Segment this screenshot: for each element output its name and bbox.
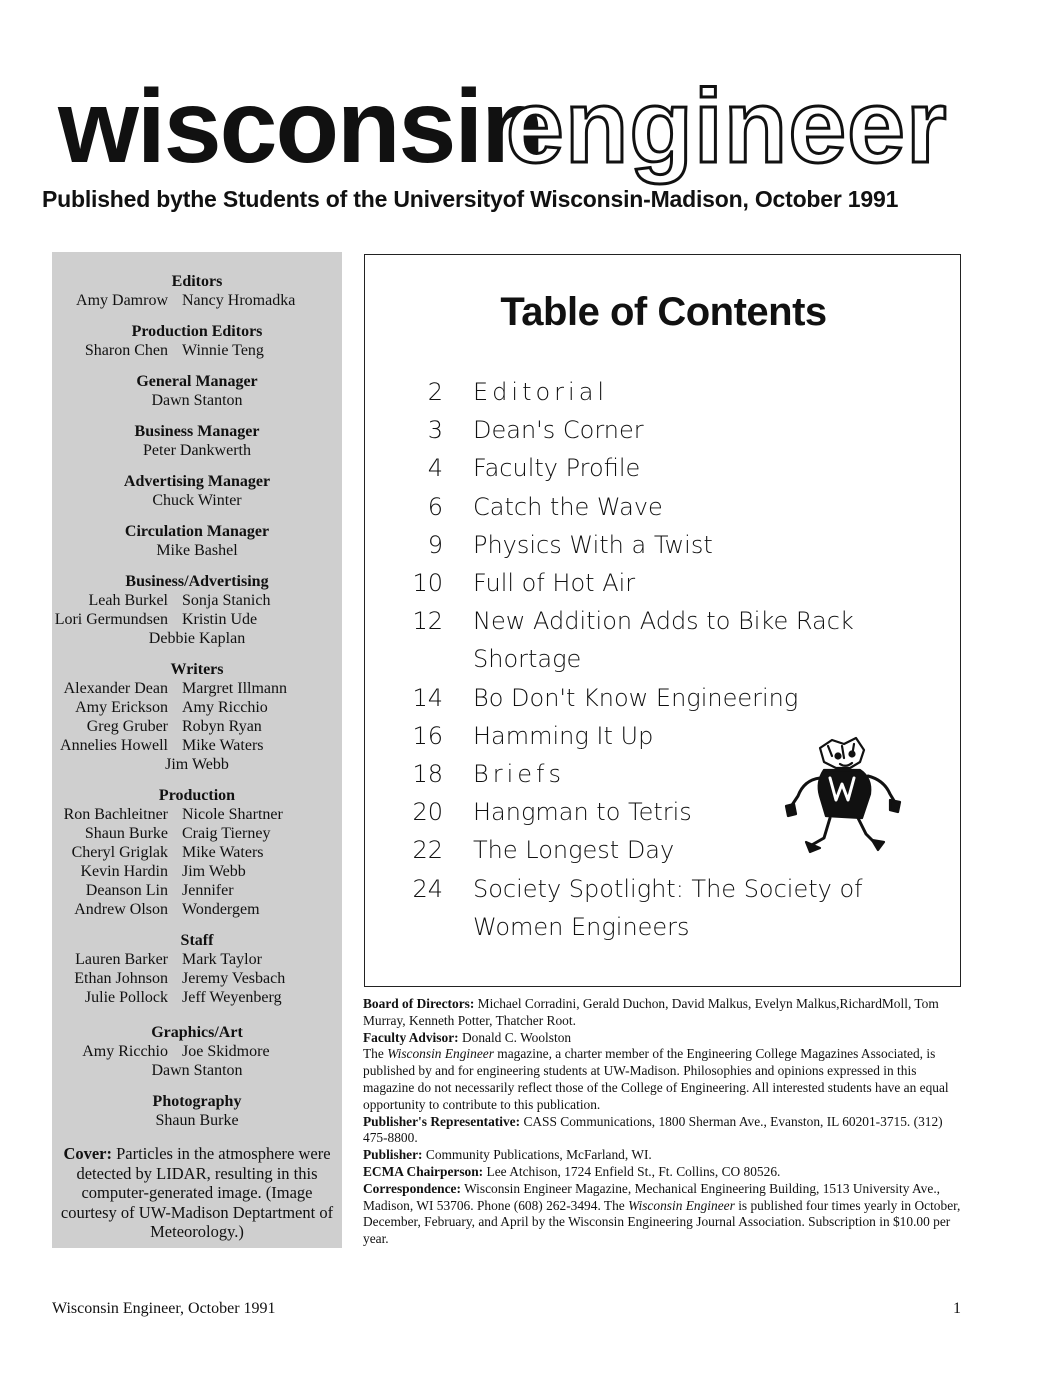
staff-row: [52, 698, 342, 717]
staff-name: Dawn Stanton: [151, 392, 243, 409]
toc-page-number: 14: [412, 683, 443, 712]
staff-name: Amy Erickson: [75, 699, 168, 716]
staff-name: Amy Ricchio: [82, 1043, 168, 1060]
staff-row: [52, 969, 342, 988]
staff-row: [52, 843, 342, 862]
faculty-advisor: [363, 1030, 963, 1047]
staff-heading: General Manager: [136, 373, 258, 390]
staff-row: [52, 824, 342, 843]
staff-heading: Circulation Manager: [124, 523, 270, 540]
staff-name: Ron Bachleitner: [63, 806, 168, 823]
staff-group-photography: [52, 1092, 342, 1130]
staff-row: [52, 900, 342, 919]
staff-name: Deanson Lin: [85, 882, 168, 899]
staff-name: Ethan Johnson: [74, 970, 168, 987]
staff-row: [52, 291, 342, 310]
staff-name: Margret Illmann: [182, 680, 288, 697]
staff-row: [52, 988, 342, 1007]
staff-heading: Writers: [170, 661, 224, 678]
staff-name: Sonja Stanich: [182, 592, 271, 609]
toc-title: Table of Contents: [500, 290, 827, 334]
staff-heading: Advertising Manager: [123, 473, 271, 490]
staff-group-business-advertising: [52, 572, 342, 648]
staff-row: [52, 591, 342, 610]
toc-article-title: Full of Hot Air: [473, 569, 636, 598]
staff-name: Lauren Barker: [75, 951, 168, 968]
toc-article-title: Catch the Wave: [473, 492, 663, 521]
staff-name: Chuck Winter: [152, 492, 242, 509]
toc-article-title: New Addition Adds to Bike Rack Shortage: [473, 607, 854, 674]
masthead-wisconsin: wisconsin: [58, 69, 543, 185]
footer-page-number: 1: [953, 1300, 961, 1317]
toc-article-title: Editorial: [473, 378, 609, 406]
toc-page-number: 20: [412, 798, 443, 827]
staff-group-advertising-manager: [52, 472, 342, 510]
corr-label: Correspondence:: [363, 1180, 461, 1196]
corr-magazine-name: Wisconsin Engineer: [628, 1197, 735, 1213]
staff-name: Leah Burkel: [88, 592, 168, 609]
staff-name: Robyn Ryan: [182, 718, 262, 735]
publishers-representative: [363, 1114, 963, 1148]
toc-article-title: The Longest Day: [473, 836, 675, 865]
board-text: Michael Corradini, Gerald Duchon, David Malkus, Evelyn Malkus,RichardMoll, Tom Murray, Kenneth Potter, Thatcher Root.: [363, 996, 939, 1028]
staff-name: Jennifer: [182, 882, 234, 899]
toc-article-title: Briefs: [473, 760, 565, 789]
masthead: [0, 69, 1043, 185]
rep-text: CASS Communications, 1800 Sherman Ave., Evanston, IL 60201-3715. (312) 475-8800.: [363, 1113, 943, 1146]
staff-name: Lori Germundsen: [54, 611, 168, 628]
staff-row: [52, 341, 342, 360]
staff-name: Amy Ricchio: [182, 699, 268, 716]
toc-item[interactable]: [405, 870, 945, 946]
toc-page-number: 24: [412, 874, 443, 903]
staff-row: [52, 881, 342, 900]
staff-group-circulation-manager: [52, 522, 342, 560]
staff-name: Jim Webb: [182, 863, 246, 880]
toc-article-title: Faculty Profile: [473, 454, 641, 483]
toc-page-number: 16: [412, 721, 443, 750]
staff-name: Mark Taylor: [182, 951, 262, 968]
staff-name: Amy Damrow: [76, 292, 168, 309]
cover-label: Cover:: [63, 1144, 112, 1163]
toc-item[interactable]: [405, 373, 945, 411]
staff-heading: Production: [158, 787, 236, 804]
toc-item[interactable]: [405, 449, 945, 487]
staff-name: Shaun Burke: [84, 825, 168, 842]
staff-name: Alexander Dean: [63, 680, 168, 697]
toc-article-title: Bo Don't Know Engineering: [473, 683, 799, 712]
toc-page-number: 9: [427, 530, 443, 559]
corr-text: Wisconsin Engineer Magazine, Mechanical Engineering Building, 1513 University Ave., Madison, WI 53706. Phone (608) 262-3494. The: [363, 1180, 941, 1213]
staff-name: Annelies Howell: [60, 737, 168, 754]
toc-item[interactable]: [405, 602, 945, 678]
staff-group-general-manager: [52, 372, 342, 410]
staff-group-graphics-art: [52, 1023, 342, 1080]
toc-page-number: 4: [427, 454, 443, 483]
staff-heading: Business/Advertising: [125, 573, 269, 590]
ecma-text: Lee Atchison, 1724 Enfield St., Ft. Collins, CO 80526.: [486, 1163, 781, 1179]
staff-row: [52, 950, 342, 969]
toc-page-number: 12: [412, 607, 443, 636]
toc-article-title: Hamming It Up: [473, 721, 654, 750]
about-text: [363, 1046, 963, 1113]
toc-item[interactable]: [405, 411, 945, 449]
toc-article-title: Physics With a Twist: [473, 530, 713, 559]
toc-page-number: 2: [427, 378, 443, 406]
toc-item[interactable]: [405, 679, 945, 717]
staff-row: [52, 736, 342, 755]
staff-name: Mike Bashel: [156, 542, 238, 559]
staff-heading: Production Editors: [131, 323, 263, 340]
publication-subtitle: Published bythe Students of the Universityof Wisconsin-Madison, October 1991: [42, 186, 899, 212]
staff-name: Peter Dankwerth: [143, 442, 251, 459]
toc-article-title: Dean's Corner: [473, 416, 644, 445]
about-magazine-name: Wisconsin Engineer: [387, 1046, 494, 1062]
publisher: [363, 1147, 963, 1164]
staff-row: [52, 805, 342, 824]
toc-page-number: 3: [427, 416, 443, 445]
staff-row: [52, 717, 342, 736]
staff-group-production: [52, 786, 342, 919]
staff-name: Shaun Burke: [155, 1112, 239, 1129]
staff-name: Mike Waters: [182, 737, 264, 754]
staff-name: Nicole Shartner: [182, 806, 283, 823]
staff-row: [52, 679, 342, 698]
staff-heading: Editors: [171, 273, 223, 290]
toc-article-title: Society Spotlight: The Society of Women Engineers: [473, 874, 863, 941]
staff-group-business-manager: [52, 422, 342, 460]
staff-name: Nancy Hromadka: [182, 292, 296, 309]
staff-heading: Staff: [180, 932, 214, 949]
toc-page-number: 6: [427, 492, 443, 521]
staff-group-editors: [52, 272, 342, 310]
toc-page-number: 18: [412, 760, 443, 789]
staff-row: [52, 1042, 342, 1061]
ecma-chairperson: [363, 1164, 963, 1181]
board-label: Board of Directors:: [363, 996, 475, 1011]
toc-page-number: 22: [412, 836, 443, 865]
about-body: magazine, a charter member of the Engineering College Magazines Associated, is published by and for engineering students at UW-Madison. Philosophies and opinions expressed in this magazine do not necessarily reflect those of the College of Engineering. All interested students have an equal opportunity to contribute to this publication.: [363, 1046, 949, 1112]
advisor-text: Donald C. Woolston: [461, 1029, 572, 1045]
staff-name: Sharon Chen: [84, 342, 168, 359]
publisher-text: Community Publications, McFarland, WI.: [425, 1147, 652, 1163]
corr-text-2: is published four times yearly in October, December, February, and April by the Wisconsin Engineering Journal Association. Subscription in $10.00 per year.: [363, 1197, 961, 1247]
staff-name: Jeff Weyenberg: [182, 989, 282, 1006]
masthead-engineer: engineer: [506, 69, 948, 185]
staff-row: [52, 862, 342, 881]
toc-item[interactable]: [405, 526, 945, 564]
staff-name: Wondergem: [182, 901, 260, 918]
staff-name: Winnie Teng: [182, 342, 264, 359]
staff-name: Cheryl Griglak: [71, 844, 168, 861]
staff-name: Andrew Olson: [74, 901, 168, 918]
staff-name: Kevin Hardin: [80, 863, 168, 880]
staff-heading: Photography: [152, 1093, 242, 1110]
staff-group-staff: [52, 931, 342, 1007]
badger-mascot-icon: [780, 734, 902, 856]
staff-name: Kristin Ude: [182, 611, 258, 628]
staff-name: Greg Gruber: [86, 718, 168, 735]
staff-name: Mike Waters: [182, 844, 264, 861]
staff-name: Jim Webb: [165, 756, 229, 773]
staff-heading: Graphics/Art: [151, 1024, 243, 1041]
staff-name: Craig Tierney: [182, 825, 271, 842]
staff-name: Julie Pollock: [84, 989, 168, 1006]
ecma-label: ECMA Chairperson:: [363, 1163, 484, 1179]
staff-name: Debbie Kaplan: [148, 630, 246, 647]
masthead-info: [363, 996, 963, 1248]
staff-name: Dawn Stanton: [151, 1062, 243, 1079]
advisor-label: Faculty Advisor:: [363, 1029, 459, 1045]
toc-item[interactable]: [405, 488, 945, 526]
toc-list: [405, 373, 945, 946]
staff-row: [52, 610, 342, 629]
staff-name: Joe Skidmore: [182, 1043, 270, 1060]
board-of-directors: [363, 996, 963, 1030]
toc-article-title: Hangman to Tetris: [473, 798, 692, 827]
footer-publication: Wisconsin Engineer, October 1991: [52, 1300, 276, 1317]
staff-sidebar: [52, 252, 342, 1248]
staff-heading: Business Manager: [134, 423, 260, 440]
staff-name: Jeremy Vesbach: [182, 970, 286, 987]
toc-item[interactable]: [405, 564, 945, 602]
toc-page-number: 10: [412, 569, 443, 598]
cover-caption: [52, 1144, 342, 1242]
cover-text: Particles in the atmosphere were detected by LIDAR, resulting in this computer-generated image. (Image courtesy of UW-Madison Deptartment of Meteorology.): [60, 1144, 334, 1241]
publisher-label: Publisher:: [363, 1147, 423, 1163]
staff-group-production-editors: [52, 322, 342, 360]
table-of-contents: [364, 254, 961, 987]
about-pre: The: [363, 1046, 384, 1062]
correspondence: [363, 1181, 963, 1248]
staff-group-writers: [52, 660, 342, 774]
rep-label: Publisher's Representative:: [363, 1113, 521, 1129]
